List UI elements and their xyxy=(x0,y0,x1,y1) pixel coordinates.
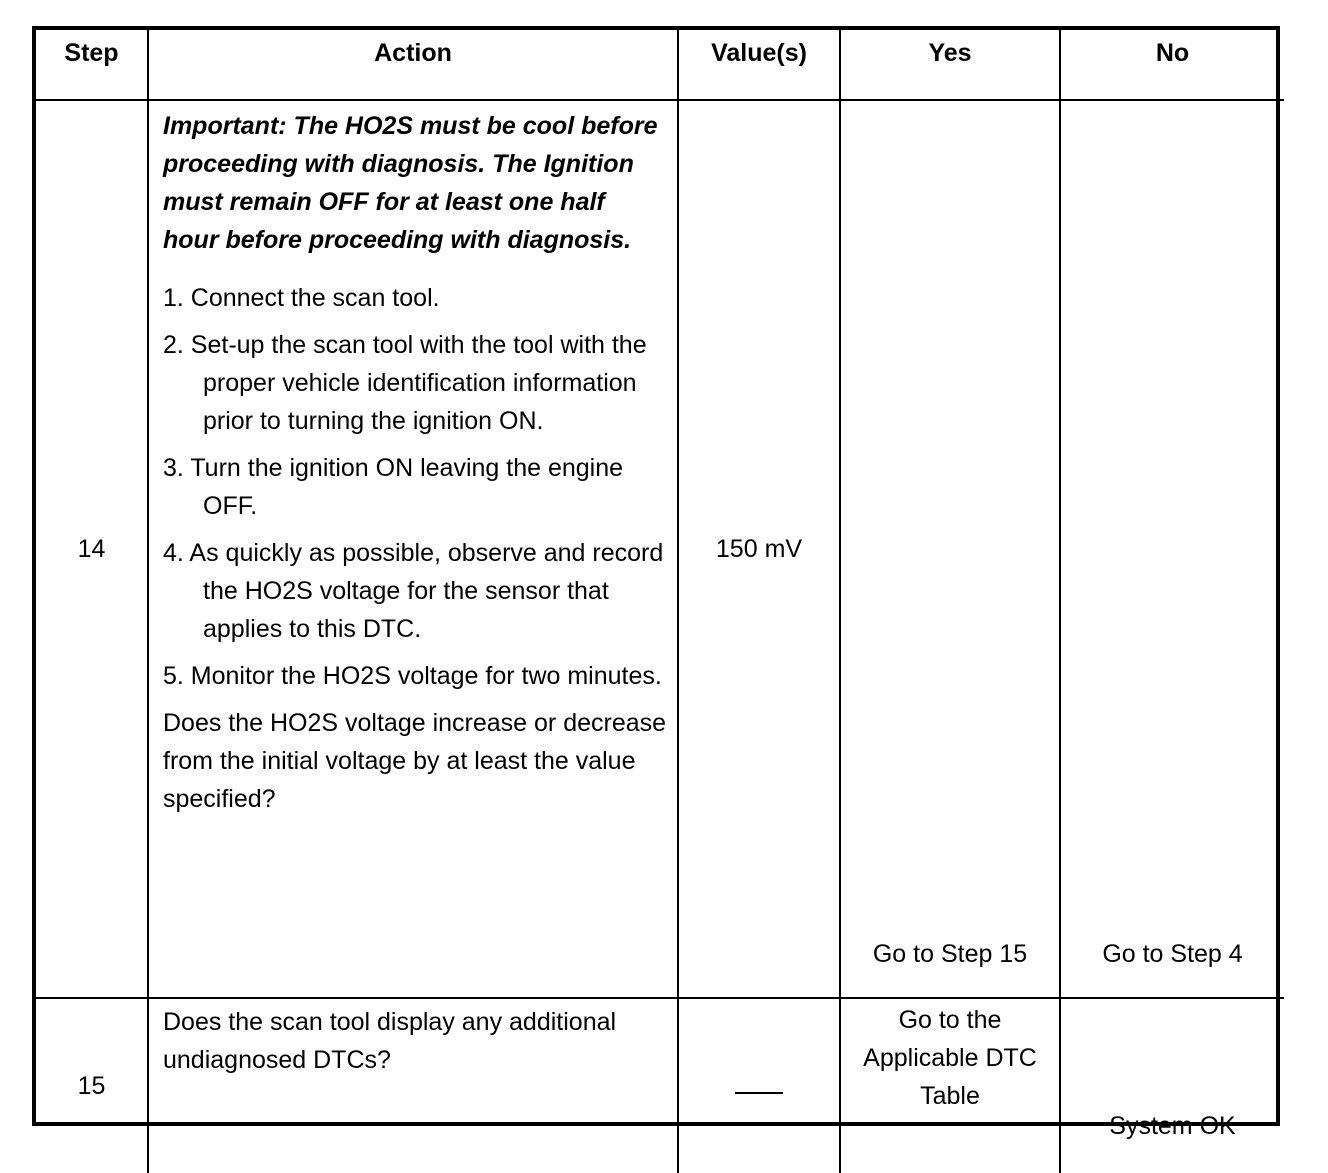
procedure-step: 3. Turn the ignition ON leaving the engine OFF. xyxy=(163,454,624,520)
header-step: Step xyxy=(36,30,148,100)
important-note: Important: The HO2S must be cool before proceeding with diagnosis. The Ignition must remain OFF for at least one half hour before proceeding with diagnosis. xyxy=(163,112,658,254)
no-cell: System OK xyxy=(1060,998,1284,1173)
action-question: Does the scan tool display any additional undiagnosed DTCs? xyxy=(163,1008,617,1074)
action-cell xyxy=(148,100,678,998)
diagnostic-table-frame xyxy=(32,26,1280,1140)
header-values: Value(s) xyxy=(678,30,840,100)
procedure-step: 4. As quickly as possible, observe and record the HO2S voltage for the sensor that applies to this DTC. xyxy=(163,539,664,643)
yes-cell: Go to the Applicable DTC Table xyxy=(840,998,1060,1173)
procedure-list xyxy=(163,279,667,695)
header-row xyxy=(36,30,1284,100)
procedure-step: 5. Monitor the HO2S voltage for two minutes. xyxy=(163,662,662,690)
yes-cell: Go to Step 15 xyxy=(840,100,1060,998)
empty-value-dash xyxy=(735,1082,783,1094)
procedure-step: 1. Connect the scan tool. xyxy=(163,284,440,312)
header-action: Action xyxy=(148,30,678,100)
table-row-step-14 xyxy=(36,100,1284,998)
value-cell xyxy=(678,998,840,1173)
action-question: Does the HO2S voltage increase or decrease from the initial voltage by at least the value specified? xyxy=(163,709,667,813)
diagnostic-table xyxy=(36,30,1284,1173)
value-cell: 150 mV xyxy=(678,100,840,998)
header-yes: Yes xyxy=(840,30,1060,100)
step-number: 15 xyxy=(36,998,148,1173)
table-row-step-15 xyxy=(36,998,1284,1173)
header-no: No xyxy=(1060,30,1284,100)
no-cell: Go to Step 4 xyxy=(1060,100,1284,998)
action-cell xyxy=(148,998,678,1173)
step-number: 14 xyxy=(36,100,148,998)
procedure-step: 2. Set-up the scan tool with the tool with the proper vehicle identification information prior to turning the ignition ON. xyxy=(163,331,647,435)
